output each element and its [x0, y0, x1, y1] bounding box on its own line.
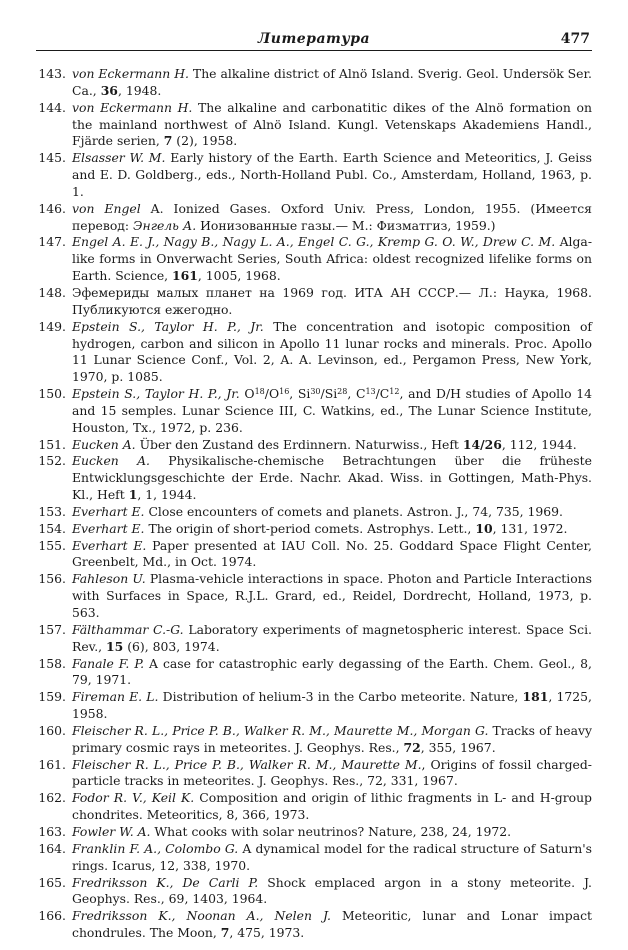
reference-authors: Fleischer R. L., Price P. B., Walker R. M., Maurette M., Morgan G.	[72, 722, 489, 738]
reference-volume: 1	[128, 487, 138, 503]
reference-item	[36, 437, 592, 454]
reference-number: 164.	[38, 840, 66, 856]
reference-text: , 475, 1973.	[229, 925, 305, 941]
reference-volume: 36	[100, 82, 118, 98]
reference-text: A dynamical model for the radical structure of Saturn's rings. Icarus, 12, 338, 1970.	[72, 840, 592, 873]
reference-item	[36, 723, 592, 757]
reference-text: , and D/H studies of Apollo 14 and 15 semples. Lunar Science III, C. Watkins, ed., The Lunar Science Institute, Houston, Tx., 1972, p. 236.	[72, 386, 592, 435]
reference-text: The concentration and isotopic composition of hydrogen, carbon and silicon in Apollo 11 lunar rocks and minerals. Proc. Apollo 11 Lunar Science Conf., Vol. 2, A. A. Levinson, ed., Pergamon Press, New York, 1970, p. 1085.	[72, 318, 593, 385]
superscript: 16	[279, 387, 290, 397]
running-header	[36, 30, 592, 51]
reference-authors: Энгель А.	[133, 217, 197, 233]
superscript: 12	[389, 387, 400, 397]
reference-authors: Fowler W. A.	[72, 823, 151, 839]
reference-authors: Engel A. E. J., Nagy B., Nagy L. A., Engel C. G., Kremp G. O. W., Drew C. M.	[72, 234, 556, 250]
reference-item	[36, 824, 592, 841]
reference-number: 156.	[38, 571, 66, 587]
reference-volume: 14/26	[462, 436, 502, 452]
reference-item	[36, 656, 592, 690]
reference-number: 162.	[38, 790, 66, 806]
reference-number: 158.	[38, 655, 66, 671]
reference-number: 161.	[38, 756, 66, 772]
reference-authors: von Eckermann H.	[72, 99, 193, 115]
reference-item	[36, 453, 592, 504]
reference-text: (2), 1958.	[172, 133, 238, 149]
reference-number: 152.	[38, 453, 66, 469]
reference-item	[36, 386, 592, 437]
reference-item	[36, 100, 592, 151]
reference-item	[36, 319, 592, 386]
reference-text: Distribution of helium-3 in the Carbo meteorite. Nature,	[158, 689, 523, 705]
reference-text: Close encounters of comets and planets. Astron. J., 74, 735, 1969.	[144, 503, 563, 519]
reference-item	[36, 908, 592, 942]
reference-number: 147.	[38, 234, 66, 250]
reference-authors: Fredriksson K., De Carli P.	[72, 874, 259, 890]
reference-text: Эфемериды малых планет на 1969 год. ИТА АН СССР.— Л.: Наука, 1968. Публикуются ежегодно.	[72, 284, 592, 317]
reference-text: , 112, 1944.	[501, 436, 577, 452]
reference-text: The origin of short-period comets. Astrophys. Lett.,	[144, 520, 476, 536]
reference-authors: Everhart E.	[72, 503, 145, 519]
reference-text: /O	[264, 386, 280, 402]
reference-item	[36, 521, 592, 538]
reference-authors: von Engel	[72, 200, 141, 216]
reference-number: 143.	[38, 66, 66, 81]
reference-number: 151.	[38, 436, 66, 452]
reference-text: , 1005, 1968.	[197, 268, 281, 284]
reference-authors: Everhart E.	[72, 537, 147, 553]
reference-item	[36, 285, 592, 319]
reference-item	[36, 201, 592, 235]
reference-text: , 131, 1972.	[492, 520, 568, 536]
reference-number: 155.	[38, 537, 66, 553]
reference-text: Meteoritic, lunar and Lonar impact chondrules. The Moon,	[72, 908, 592, 941]
reference-text: Ионизованные газы.— М.: Физматгиз, 1959.)	[196, 217, 496, 233]
reference-authors: Epstein S., Taylor H. P., Jr.	[72, 318, 264, 334]
reference-authors: Eucken A.	[72, 453, 150, 469]
reference-number: 148.	[38, 284, 66, 300]
reference-text: A case for catastrophic early degassing of the Earth. Chem. Geol., 8, 79, 1971.	[72, 655, 592, 688]
reference-item	[36, 234, 592, 285]
reference-authors: Epstein S., Taylor H. P., Jr.	[72, 386, 240, 402]
reference-text: O	[239, 386, 255, 402]
reference-text: Paper presented at IAU Coll. No. 25. Goddard Space Flight Center, Greenbelt, Md., in Oct. 1974.	[72, 537, 592, 570]
reference-authors: Fredriksson K., Noonan A., Nelen J.	[72, 908, 331, 924]
reference-volume: 10	[475, 520, 493, 536]
reference-text: Plasma-vehicle interactions in space. Photon and Particle Interactions with Surfaces in Space, R.J.L. Grard, ed., Reidel, Dordrecht, Holland, 1973, p. 563.	[72, 571, 593, 620]
reference-text: The alkaline and carbonatitic dikes of the Alnö formation on the mainland northwest of Alnö Island. Kungl. Vetenskaps Akademiens Handl., Fjärde serien,	[72, 99, 592, 149]
reference-volume: 7	[163, 133, 173, 149]
superscript: 30	[310, 387, 321, 397]
reference-authors: Elsasser W. M.	[72, 150, 166, 166]
reference-text: , 1, 1944.	[137, 487, 197, 503]
reference-item	[36, 841, 592, 875]
reference-authors: Fahleson U.	[72, 571, 146, 587]
reference-text: , 1948.	[117, 82, 162, 98]
reference-text: What cooks with solar neutrinos? Nature, 238, 24, 1972.	[150, 823, 512, 839]
reference-number: 163.	[38, 823, 66, 839]
reference-authors: von Eckermann H.	[72, 66, 189, 81]
reference-text: (6), 803, 1974.	[123, 638, 220, 654]
reference-number: 160.	[38, 722, 66, 738]
reference-text: Physikalische-chemische Betrachtungen über die früheste Entwicklungsgeschichte der Erde. Nachr. Akad. Wiss. in Gottingen, Math-Phys. Kl., Heft	[72, 453, 592, 503]
reference-item	[36, 150, 592, 201]
reference-item	[36, 571, 592, 622]
reference-number: 159.	[38, 689, 66, 705]
reference-number: 146.	[38, 200, 66, 216]
reference-number: 166.	[38, 908, 66, 924]
reference-list	[36, 66, 592, 942]
reference-authors: Fleischer R. L., Price P. B., Walker R. M., Maurette M.	[72, 756, 422, 772]
reference-text: Über den Zustand des Erdinnern. Naturwiss., Heft	[135, 436, 463, 452]
reference-number: 153.	[38, 503, 66, 519]
reference-item	[36, 757, 592, 791]
reference-item	[36, 875, 592, 909]
reference-item	[36, 538, 592, 572]
reference-text: Early history of the Earth. Earth Science and Meteoritics, J. Geiss and E. D. Goldberg., eds., North-Holland Publ. Co., Amsterdam, Holland, 1963, p. 1.	[72, 150, 592, 199]
reference-text: The alkaline district of Alnö Island. Sverig. Geol. Undersök Ser. Ca.,	[72, 66, 592, 98]
reference-volume: 7	[220, 925, 230, 941]
reference-text: Tracks of heavy primary cosmic rays in meteorites. J. Geophys. Res.,	[72, 722, 592, 755]
reference-text: , Si	[289, 386, 311, 402]
reference-text: , 1725, 1958.	[72, 689, 592, 722]
reference-authors: Franklin F. A., Colombo G.	[72, 840, 239, 856]
reference-text: Composition and origin of lithic fragments in L- and H-group chondrites. Meteoritics, 8, 366, 1973.	[72, 790, 592, 823]
reference-text: , Origins of fossil charged-particle tracks in meteorites. J. Geophys. Res., 72, 331, 1967.	[72, 756, 592, 789]
reference-authors: Fanale F. P.	[72, 655, 145, 671]
reference-item	[36, 790, 592, 824]
reference-number: 149.	[38, 318, 66, 334]
reference-authors: Eucken A.	[72, 436, 136, 452]
reference-number: 150.	[38, 386, 66, 402]
reference-text: Alga-like forms in Onverwacht Series, South Africa: oldest recognized lifelike forms on Earth. Science,	[72, 234, 593, 284]
reference-item	[36, 622, 592, 656]
reference-authors: Everhart E.	[72, 520, 145, 536]
reference-text: /C	[375, 386, 390, 402]
reference-volume: 72	[403, 739, 421, 755]
reference-volume: 15	[106, 638, 124, 654]
reference-authors: Fodor R. V., Keil K.	[72, 790, 195, 806]
reference-number: 154.	[38, 520, 66, 536]
reference-volume: 181	[522, 689, 549, 705]
reference-text: , 355, 1967.	[420, 739, 496, 755]
reference-authors: Fireman E. L.	[72, 689, 159, 705]
running-title: Литература	[257, 31, 371, 47]
reference-number: 144.	[38, 99, 66, 115]
page-number: 477	[560, 31, 590, 47]
reference-item	[36, 66, 592, 100]
reference-text: Shock emplaced argon in a stony meteorite. J. Geophys. Res., 69, 1403, 1964.	[72, 874, 592, 907]
reference-text: /Si	[320, 386, 338, 402]
reference-text: A. Ionized Gases. Oxford Univ. Press, London, 1955. (Имеется перевод:	[72, 200, 592, 233]
reference-authors: Fälthammar C.-G.	[72, 621, 184, 637]
superscript: 28	[337, 387, 348, 397]
reference-item	[36, 504, 592, 521]
reference-number: 157.	[38, 621, 66, 637]
reference-number: 165.	[38, 874, 66, 890]
superscript: 18	[254, 387, 265, 397]
superscript: 13	[365, 387, 376, 397]
reference-item	[36, 689, 592, 723]
reference-text: , C	[347, 386, 366, 402]
reference-text: Laboratory experiments of magnetospheric interest. Space Sci. Rev.,	[72, 621, 592, 654]
reference-number: 145.	[38, 150, 66, 166]
reference-volume: 161	[172, 268, 198, 284]
